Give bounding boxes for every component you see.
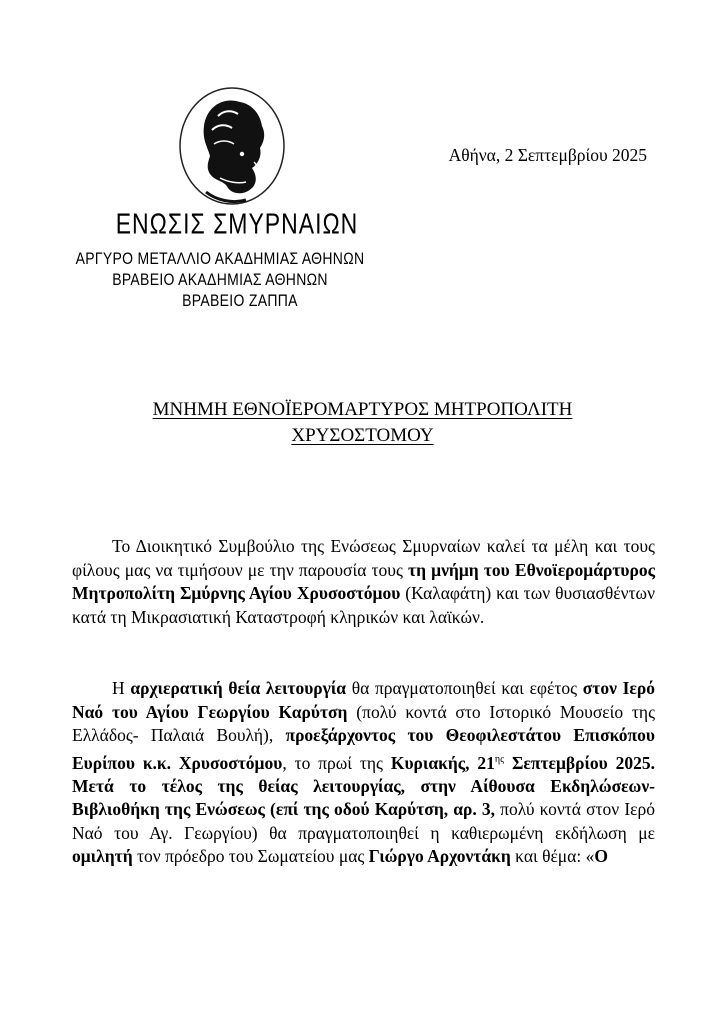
title-line-1: ΜΝΗΜΗ ΕΘΝΟΪΕΡΟΜΑΡΤΥΡΟΣ ΜΗΤΡΟΠΟΛΙΤΗ xyxy=(152,399,573,420)
award-line: ΑΡΓΥΡΟ ΜΕΤΑΛΛΙΟ ΑΚΑΔΗΜΙΑΣ ΑΘΗΝΩΝ xyxy=(75,248,365,268)
bold-span: Ο xyxy=(594,846,608,867)
award-line: ΒΡΑΒΕΙΟ ΑΚΑΔΗΜΙΑΣ ΑΘΗΝΩΝ xyxy=(112,269,328,289)
text-span: Η xyxy=(112,678,131,698)
paragraph-liturgy xyxy=(72,677,655,869)
award-line: ΒΡΑΒΕΙΟ ΖΑΠΠΑ xyxy=(182,290,298,310)
text-span: και θέμα: « xyxy=(510,846,595,867)
document-date: Αθήνα, 2 Σεπτεμβρίου 2025 xyxy=(448,145,647,165)
letterhead xyxy=(60,82,380,312)
text-span: τον πρόεδρο του Σωματείου μας xyxy=(132,846,369,867)
bold-span: ομιλητή xyxy=(72,846,133,867)
bold-span: Γιώργο Αρχοντάκη xyxy=(368,846,511,867)
bold-span: αρχιερατική θεία λειτουργία xyxy=(130,678,347,698)
text-span: θα πραγματοποιηθεί και εφέτος xyxy=(346,678,583,698)
bold-span: Σεπτεμβρίου 2025. Μετά το τέλος της θείας λειτουργίας, στην Αίθουσα Εκδηλώσεων- Βιβλιοθήκη της Ενώσεως (επί της οδού Καρύτση, αρ. 3, xyxy=(72,752,655,820)
text-span: (Καλαφάτη) και των θυσιασθέντων κατά τη Μικρασιατική Καταστροφή κληρικών και λαϊκών. xyxy=(72,583,655,627)
text-span: Το Διοικητικό Συμβούλιο της Ενώσεως Σμυρναίων καλεί τα μέλη και τους φίλους μας να τιμήσουν με την παρουσία τους xyxy=(72,536,655,580)
bold-span: Κυριακής, 21 xyxy=(390,752,495,773)
bold-span: στον Ιερό Ναό του Αγίου Γεωργίου Καρύτση xyxy=(72,678,656,722)
medal-head-icon xyxy=(172,82,292,210)
bold-span: προεξάρχοντος του Θεοφιλεστάτου Επισκόπου Ευρίπου κ.κ. Χρυσοστόμου xyxy=(72,725,655,773)
text-span: , το πρωί της xyxy=(282,752,391,773)
document-title xyxy=(60,397,665,449)
bold-span: τη μνήμη του Εθνοϊερομάρτυρος Μητροπολίτη Σμύρνης Αγίου Χρυσοστόμου xyxy=(72,559,655,603)
organization-name: ΕΝΩΣΙΣ ΣΜΥΡΝΑΙΩΝ xyxy=(115,207,359,240)
title-line-2: ΧΡΥΣΟΣΤΟΜΟΥ xyxy=(291,425,434,446)
superscript: ης xyxy=(494,753,505,765)
paragraph-invitation xyxy=(72,535,655,629)
text-span: πολύ κοντά στον Ιερό Ναό του Αγ. Γεωργίου) θα πραγματοποιηθεί η καθιερωμένη εκδήλωση με xyxy=(72,799,655,843)
text-span: (πολύ κοντά στο Ιστορικό Μουσείο της Ελλάδος- Παλαιά Βουλή), xyxy=(72,701,655,745)
